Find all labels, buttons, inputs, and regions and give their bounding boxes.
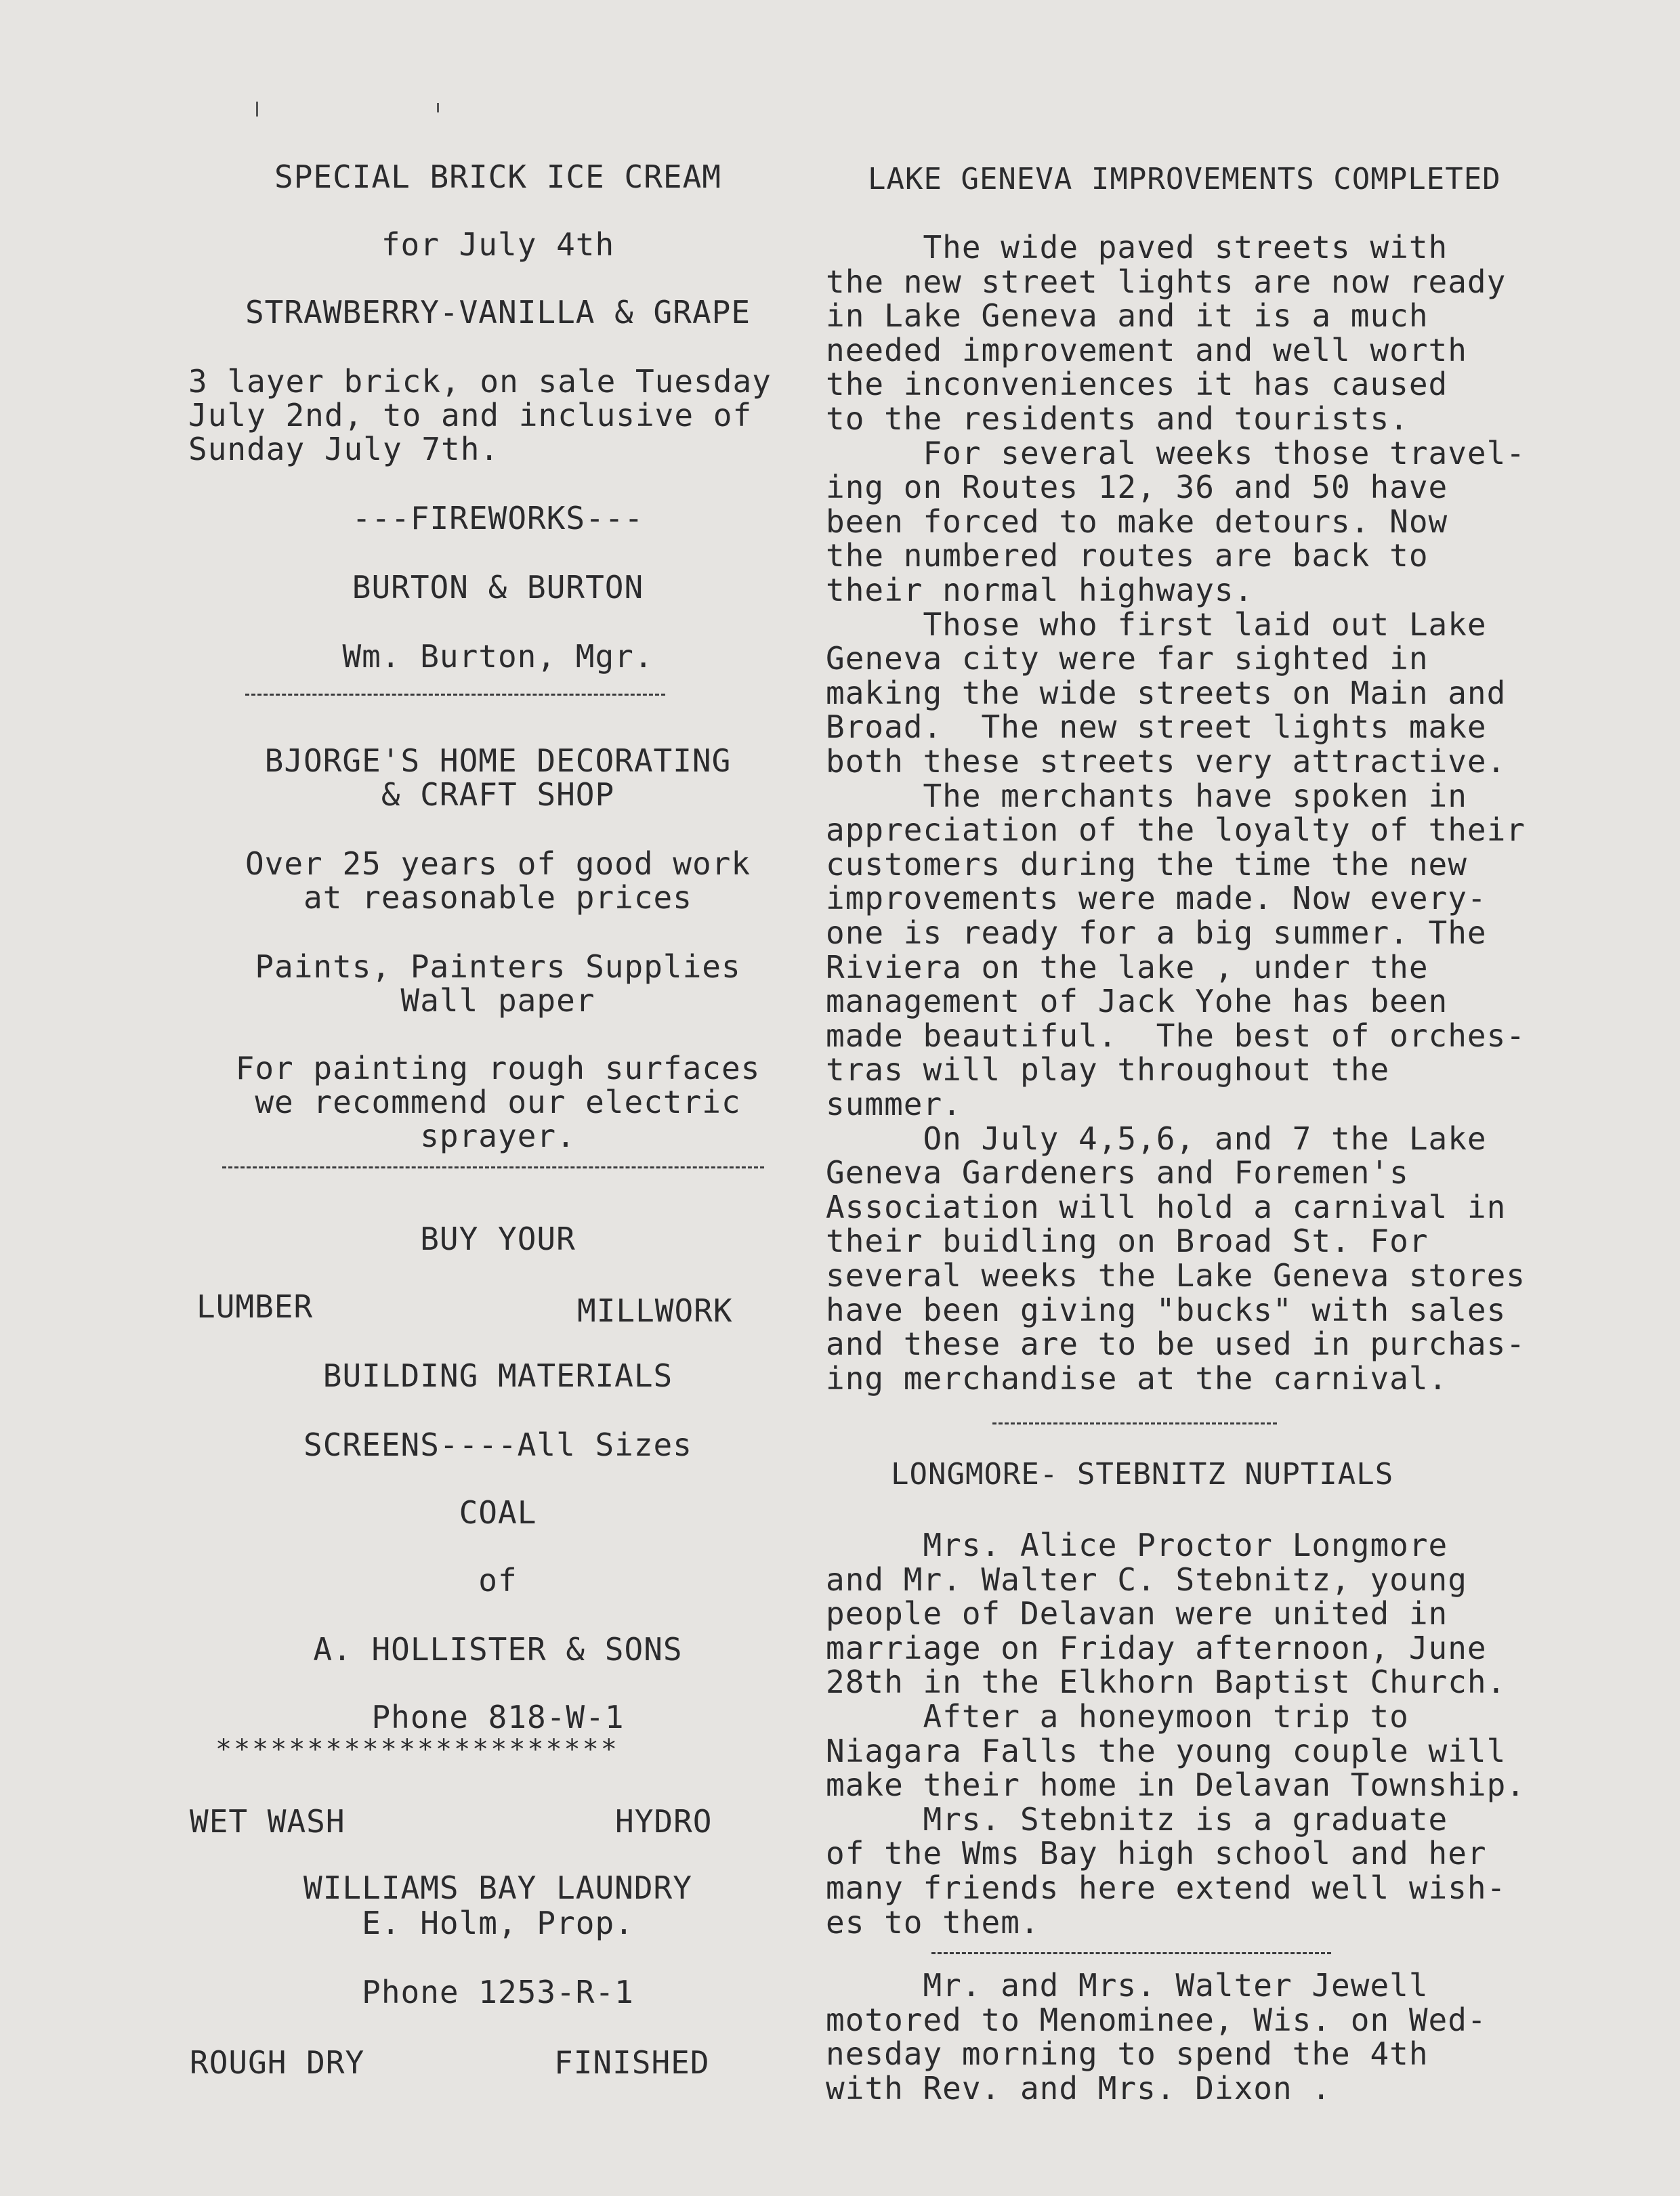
finished-label: FINISHED xyxy=(554,2044,710,2081)
article-line: made beautiful. The best of orches- xyxy=(826,1017,1526,1054)
rough-dry-label: ROUGH DRY xyxy=(190,2044,365,2081)
bjorge-title: BJORGE'S HOME DECORATING xyxy=(264,742,732,779)
coal-label: COAL xyxy=(459,1494,537,1531)
laundry-phone: Phone 1253-R-1 xyxy=(362,1974,634,2010)
ice-cream-body-line: Sunday July 7th. xyxy=(188,431,500,467)
article-line: nesday morning to spend the 4th xyxy=(826,2035,1429,2073)
article-line: their buidling on Broad St. For xyxy=(826,1223,1429,1260)
article-line: Broad. The new street lights make xyxy=(826,709,1487,746)
bjorge-experience: Over 25 years of good work xyxy=(245,845,751,882)
article-line: Mrs. Stebnitz is a graduate xyxy=(826,1800,1448,1838)
bjorge-recommend: sprayer. xyxy=(420,1118,576,1154)
article-line: the numbered routes are back to xyxy=(826,537,1429,574)
ice-cream-date: for July 4th xyxy=(381,226,615,263)
article-line: needed improvement and well worth xyxy=(826,331,1467,368)
millwork-label: MILLWORK xyxy=(577,1292,733,1329)
article-line: ing on Routes 12, 36 and 50 have xyxy=(826,469,1448,506)
divider xyxy=(992,1422,1277,1424)
article-line: and Mr. Walter C. Stebnitz, young xyxy=(826,1561,1467,1598)
article-line: with Rev. and Mrs. Dixon . xyxy=(826,2069,1332,2107)
lumber-label: LUMBER xyxy=(196,1288,314,1325)
article-line: Riviera on the lake , under the xyxy=(826,948,1429,986)
article-line: several weeks the Lake Geneva stores xyxy=(826,1257,1526,1294)
fireworks-title: ---FIREWORKS--- xyxy=(352,500,644,536)
article-line: improvements were made. Now every- xyxy=(826,880,1487,917)
article-line: Association will hold a carnival in xyxy=(826,1188,1507,1225)
article-line: marriage on Friday afternoon, June xyxy=(826,1629,1487,1666)
building-materials: BUILDING MATERIALS xyxy=(322,1357,673,1394)
article-line: in Lake Geneva and it is a much xyxy=(826,297,1429,335)
fireworks-company: BURTON & BURTON xyxy=(352,569,644,606)
article-line: After a honeymoon trip to xyxy=(826,1698,1409,1735)
article-line: have been giving "bucks" with sales xyxy=(826,1291,1507,1328)
lake-geneva-title: LAKE GENEVA IMPROVEMENTS COMPLETED xyxy=(868,162,1501,196)
article-line: Mr. and Mrs. Walter Jewell xyxy=(826,1967,1429,2004)
article-line: On July 4,5,6, and 7 the Lake xyxy=(826,1120,1487,1157)
article-line: been forced to make detours. Now xyxy=(826,503,1448,540)
fireworks-manager: Wm. Burton, Mgr. xyxy=(342,638,654,675)
article-line: making the wide streets on Main and xyxy=(826,674,1507,711)
bjorge-experience: at reasonable prices xyxy=(303,879,692,916)
article-line: the inconveniences it has caused xyxy=(826,366,1448,403)
hollister-company: A. HOLLISTER & SONS xyxy=(313,1631,683,1668)
divider xyxy=(245,694,665,696)
article-line: and these are to be used in purchas- xyxy=(826,1326,1526,1363)
article-line: Mrs. Alice Proctor Longmore xyxy=(826,1527,1448,1563)
bjorge-recommend: we recommend our electric xyxy=(255,1084,741,1120)
laundry-proprietor: E. Holm, Prop. xyxy=(362,1905,634,1941)
divider xyxy=(222,1166,764,1168)
article-line: management of Jack Yohe has been xyxy=(826,983,1448,1020)
laundry-name: WILLIAMS BAY LAUNDRY xyxy=(303,1870,692,1906)
ice-cream-title: SPECIAL BRICK ICE CREAM xyxy=(274,159,721,195)
ice-cream-body-line: 3 layer brick, on sale Tuesday xyxy=(188,363,772,400)
nuptials-title: LONGMORE- STEBNITZ NUPTIALS xyxy=(891,1457,1394,1492)
article-line: Geneva city were far sighted in xyxy=(826,640,1429,677)
article-line: The merchants have spoken in xyxy=(826,777,1467,814)
article-line: ing merchandise at the carnival. xyxy=(826,1359,1448,1397)
article-line: es to them. xyxy=(826,1903,1040,1941)
screens-line: SCREENS----All Sizes xyxy=(303,1427,692,1463)
hydro-label: HYDRO xyxy=(615,1803,713,1840)
article-line: appreciation of the loyalty of their xyxy=(826,811,1526,849)
article-line: The wide paved streets with xyxy=(826,229,1448,266)
article-line: Geneva Gardeners and Foremen's xyxy=(826,1154,1409,1191)
bjorge-recommend: For painting rough surfaces xyxy=(235,1050,761,1086)
bjorge-products: Wall paper xyxy=(400,982,595,1019)
article-line: the new street lights are now ready xyxy=(826,263,1507,300)
divider xyxy=(931,1952,1331,1954)
article-line: of the Wms Bay high school and her xyxy=(826,1835,1487,1872)
hollister-phone: Phone 818-W-1 xyxy=(371,1699,625,1735)
star-divider: ********************** xyxy=(215,1734,619,1765)
bjorge-products: Paints, Painters Supplies xyxy=(255,948,741,985)
ice-cream-flavors: STRAWBERRY-VANILLA & GRAPE xyxy=(245,294,751,331)
article-line: Those who first laid out Lake xyxy=(826,606,1487,643)
of-label: of xyxy=(478,1562,518,1599)
article-line: make their home in Delavan Township. xyxy=(826,1767,1526,1804)
article-line: one is ready for a big summer. The xyxy=(826,914,1487,951)
paper-mark xyxy=(437,103,439,112)
article-line: people of Delavan were united in xyxy=(826,1595,1448,1632)
bjorge-title: & CRAFT SHOP xyxy=(381,776,615,813)
article-line: many friends here extend well wish- xyxy=(826,1870,1507,1906)
article-line: Niagara Falls the young couple will xyxy=(826,1732,1507,1769)
article-line: customers during the time the new xyxy=(826,845,1467,883)
article-line: motored to Menominee, Wis. on Wed- xyxy=(826,2001,1487,2038)
paper-mark xyxy=(256,102,258,117)
article-line: 28th in the Elkhorn Baptist Church. xyxy=(826,1664,1507,1701)
article-line: to the residents and tourists. xyxy=(826,400,1409,437)
article-line: their normal highways. xyxy=(826,572,1254,608)
buy-your-heading: BUY YOUR xyxy=(420,1221,576,1257)
article-line: both these streets very attractive. xyxy=(826,743,1507,780)
wet-wash-label: WET WASH xyxy=(190,1803,345,1840)
article-line: tras will play throughout the xyxy=(826,1051,1390,1089)
article-line: For several weeks those travel- xyxy=(826,434,1526,471)
article-line: summer. xyxy=(826,1086,962,1122)
ice-cream-body-line: July 2nd, to and inclusive of xyxy=(188,397,753,434)
